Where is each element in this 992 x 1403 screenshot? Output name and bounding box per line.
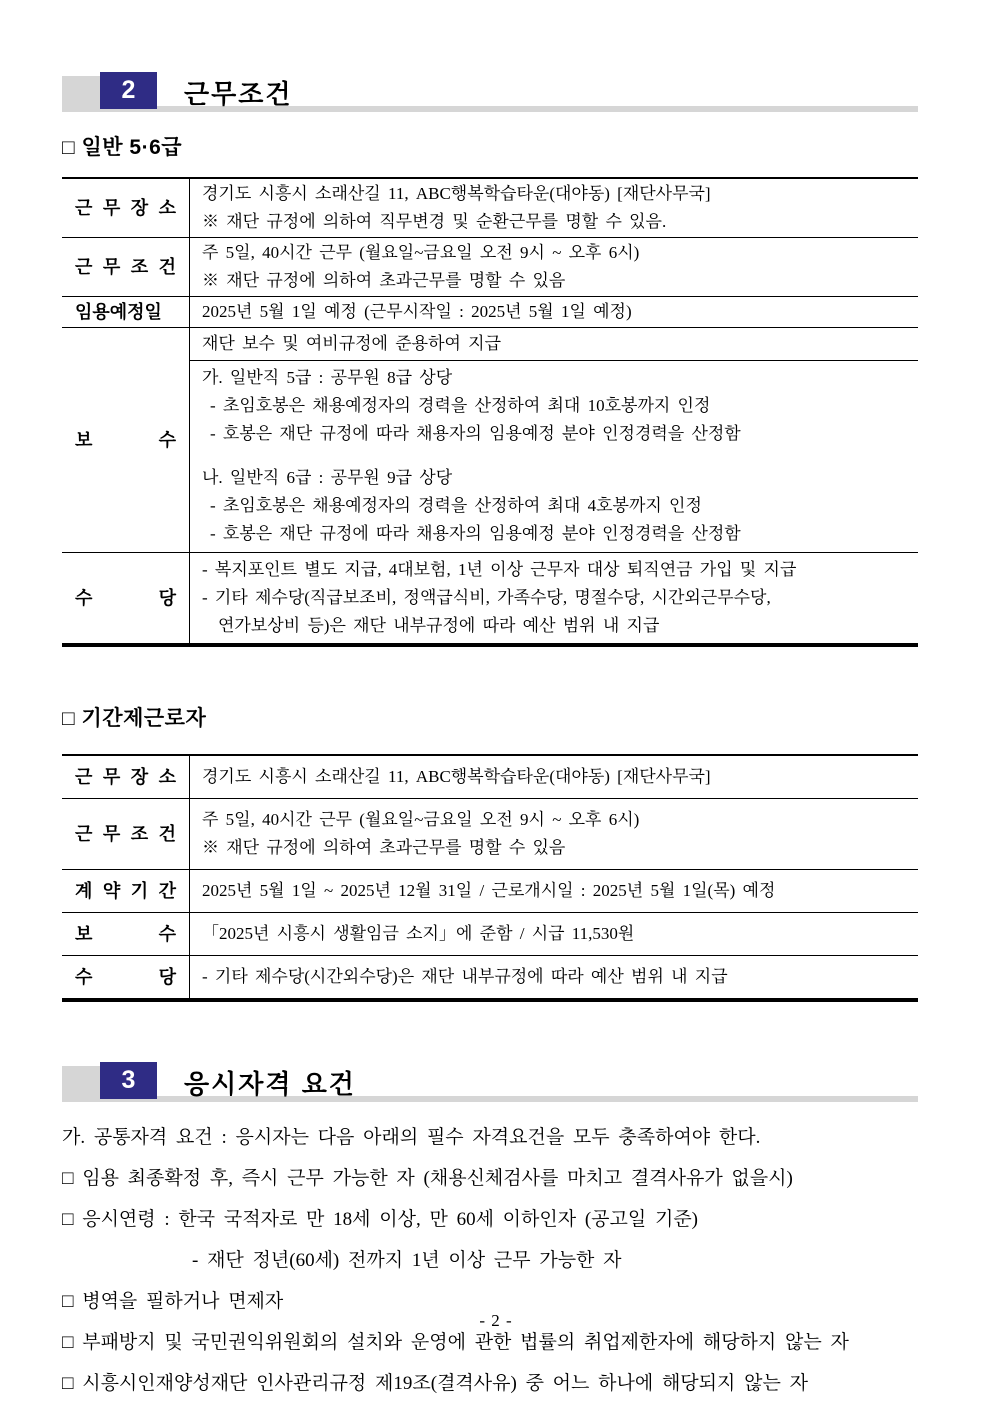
contract-value-cell (190, 870, 918, 912)
pay-label: 보 수 (75, 430, 176, 450)
conditions-line2: ※ 재단 규정에 의하여 초과근무를 명할 수 있음 (202, 271, 566, 290)
section-3-header (62, 1062, 918, 1102)
allowance-value-cell (190, 553, 918, 643)
pay-grade5-title: 가. 일반직 5급 : 공무원 8급 상당 (202, 368, 453, 387)
conditions-line1: 주 5일, 40시간 근무 (월요일~금요일 오전 9시 ~ 오후 6시) (202, 243, 640, 262)
workplace-ft-value-cell (190, 756, 918, 798)
allowance-ft-value-cell (190, 956, 918, 998)
pay-grade5-item2: - 호봉은 재단 규정에 따라 채용자의 임용예정 분야 인정경력을 산정함 (210, 424, 741, 443)
pay-ft-value: 「2025년 시흥시 생활임금 소지」에 준함 / 시급 11,530원 (202, 924, 635, 943)
contract-label-cell (62, 870, 190, 912)
workplace-label-cell (62, 179, 190, 237)
allowance-line3: 연가보상비 등)은 재단 내부규정에 따라 예산 범위 내 지급 (218, 616, 660, 635)
pay-grade6-block (190, 452, 918, 552)
page-content (62, 72, 918, 1398)
pay-grade6-item2: - 호봉은 재단 규정에 따라 채용자의 임용예정 분야 인정경력을 산정함 (210, 524, 741, 543)
contract-label: 계 약 기 간 (75, 881, 176, 901)
table-row-conditions (62, 238, 918, 297)
table-row-pay-ft (62, 913, 918, 956)
section-2-title: 근무조건 (184, 79, 293, 109)
allowance-ft-value: - 기타 제수당(시간외수당)은 재단 내부규정에 따라 예산 범위 내 지급 (202, 967, 728, 986)
pay-grade5-block (190, 361, 918, 452)
pay-grade6-title: 나. 일반직 6급 : 공무원 9급 상당 (202, 468, 453, 487)
qualification-intro: 가. 공통자격 요건 : 응시자는 다음 아래의 필수 자격요건을 모두 충족하여야 한다. (62, 1127, 761, 1148)
table-row-workplace (62, 179, 918, 238)
conditions-label: 근 무 조 건 (75, 257, 176, 277)
section-3-number-badge: 3 (100, 1062, 157, 1099)
page-number: - 2 - (479, 1311, 513, 1330)
allowance-label-cell (62, 553, 190, 643)
qualification-item: □ 시흥시인재양성재단 인사관리규정 제19조(결격사유) 중 어느 하나에 해당되지 않는 자 (62, 1373, 808, 1394)
table-row-allowance-ft (62, 956, 918, 998)
table-row-allowance (62, 553, 918, 643)
workplace-label: 근 무 장 소 (75, 198, 176, 218)
appointment-label: 임용예정일 (75, 302, 162, 322)
workplace-line2: ※ 재단 규정에 의하여 직무변경 및 순환근무를 명할 수 있음. (202, 212, 667, 231)
conditions-ft-label: 근 무 조 건 (75, 824, 176, 844)
fixed-term-conditions-table (62, 754, 918, 1002)
section-2-number-badge: 2 (100, 72, 157, 109)
qualification-item: □ 병역을 필하거나 면제자 (62, 1291, 284, 1312)
table-row-pay (62, 328, 918, 553)
appointment-label-cell (62, 297, 190, 327)
appointment-value: 2025년 5월 1일 예정 (근무시작일 : 2025년 5월 1일 예정) (202, 302, 632, 321)
appointment-value-cell (190, 297, 918, 327)
workplace-line1: 경기도 시흥시 소래산길 11, ABC행복학습타운(대야동) [재단사무국] (202, 184, 711, 203)
qualification-item: □ 응시연령 : 한국 국적자로 만 18세 이상, 만 60세 이하인자 (공고일 기준) (62, 1209, 699, 1230)
contract-value: 2025년 5월 1일 ~ 2025년 12월 31일 / 근로개시일 : 2025년 5월 1일(목) 예정 (202, 881, 776, 900)
fixed-term-heading: □ 기간제근로자 (62, 707, 207, 730)
section-header-lead-block (62, 1066, 100, 1098)
pay-grade6-item1: - 초임호봉은 채용예정자의 경력을 산정하여 최대 4호봉까지 인정 (210, 496, 702, 515)
workplace-ft-value: 경기도 시흥시 소래산길 11, ABC행복학습타운(대야동) [재단사무국] (202, 767, 711, 786)
table-row-workplace-ft (62, 756, 918, 799)
pay-ft-label: 보 수 (75, 924, 176, 944)
workplace-value-cell (190, 179, 918, 237)
allowance-label: 수 당 (75, 588, 176, 608)
section-3-title: 응시자격 요건 (184, 1069, 356, 1099)
pay-value-cell (190, 328, 918, 552)
pay-ft-label-cell (62, 913, 190, 955)
conditions-label-cell (62, 238, 190, 296)
conditions-ft-line2: ※ 재단 규정에 의하여 초과근무를 명할 수 있음 (202, 838, 566, 857)
workplace-ft-label: 근 무 장 소 (75, 767, 176, 787)
allowance-ft-label-cell (62, 956, 190, 998)
conditions-ft-label-cell (62, 799, 190, 869)
conditions-value-cell (190, 238, 918, 296)
allowance-line1: - 복지포인트 별도 지급, 4대보험, 1년 이상 근무자 대상 퇴직연금 가입 및 지급 (202, 560, 797, 579)
table-row-contract (62, 870, 918, 913)
allowance-ft-label: 수 당 (75, 967, 176, 987)
pay-grade5-item1: - 초임호봉은 채용예정자의 경력을 산정하여 최대 10호봉까지 인정 (210, 396, 711, 415)
pay-intro: 재단 보수 및 여비규정에 준용하여 지급 (190, 328, 918, 361)
pay-ft-value-cell (190, 913, 918, 955)
table-row-appointment (62, 297, 918, 328)
qualification-item: □ 임용 최종확정 후, 즉시 근무 가능한 자 (채용신체검사를 마치고 결격사유가 없을시) (62, 1168, 793, 1189)
pay-label-cell (62, 328, 190, 552)
workplace-ft-label-cell (62, 756, 190, 798)
general-grade-heading: □ 일반 5·6급 (62, 136, 183, 159)
conditions-ft-value-cell (190, 799, 918, 869)
qualification-item: □ 부패방지 및 국민권익위원회의 설치와 운영에 관한 법률의 취업제한자에 해당하지 않는 자 (62, 1332, 849, 1353)
allowance-line2: - 기타 제수당(직급보조비, 정액급식비, 가족수당, 명절수당, 시간외근무수당, (202, 588, 771, 607)
section-header-lead-block (62, 76, 100, 108)
general-conditions-table (62, 177, 918, 647)
qualification-subitem: - 재단 정년(60세) 전까지 1년 이상 근무 가능한 자 (192, 1250, 622, 1271)
section-2-header (62, 72, 918, 112)
table-row-conditions-ft (62, 799, 918, 870)
conditions-ft-line1: 주 5일, 40시간 근무 (월요일~금요일 오전 9시 ~ 오후 6시) (202, 810, 640, 829)
qualification-list (62, 1124, 918, 1398)
